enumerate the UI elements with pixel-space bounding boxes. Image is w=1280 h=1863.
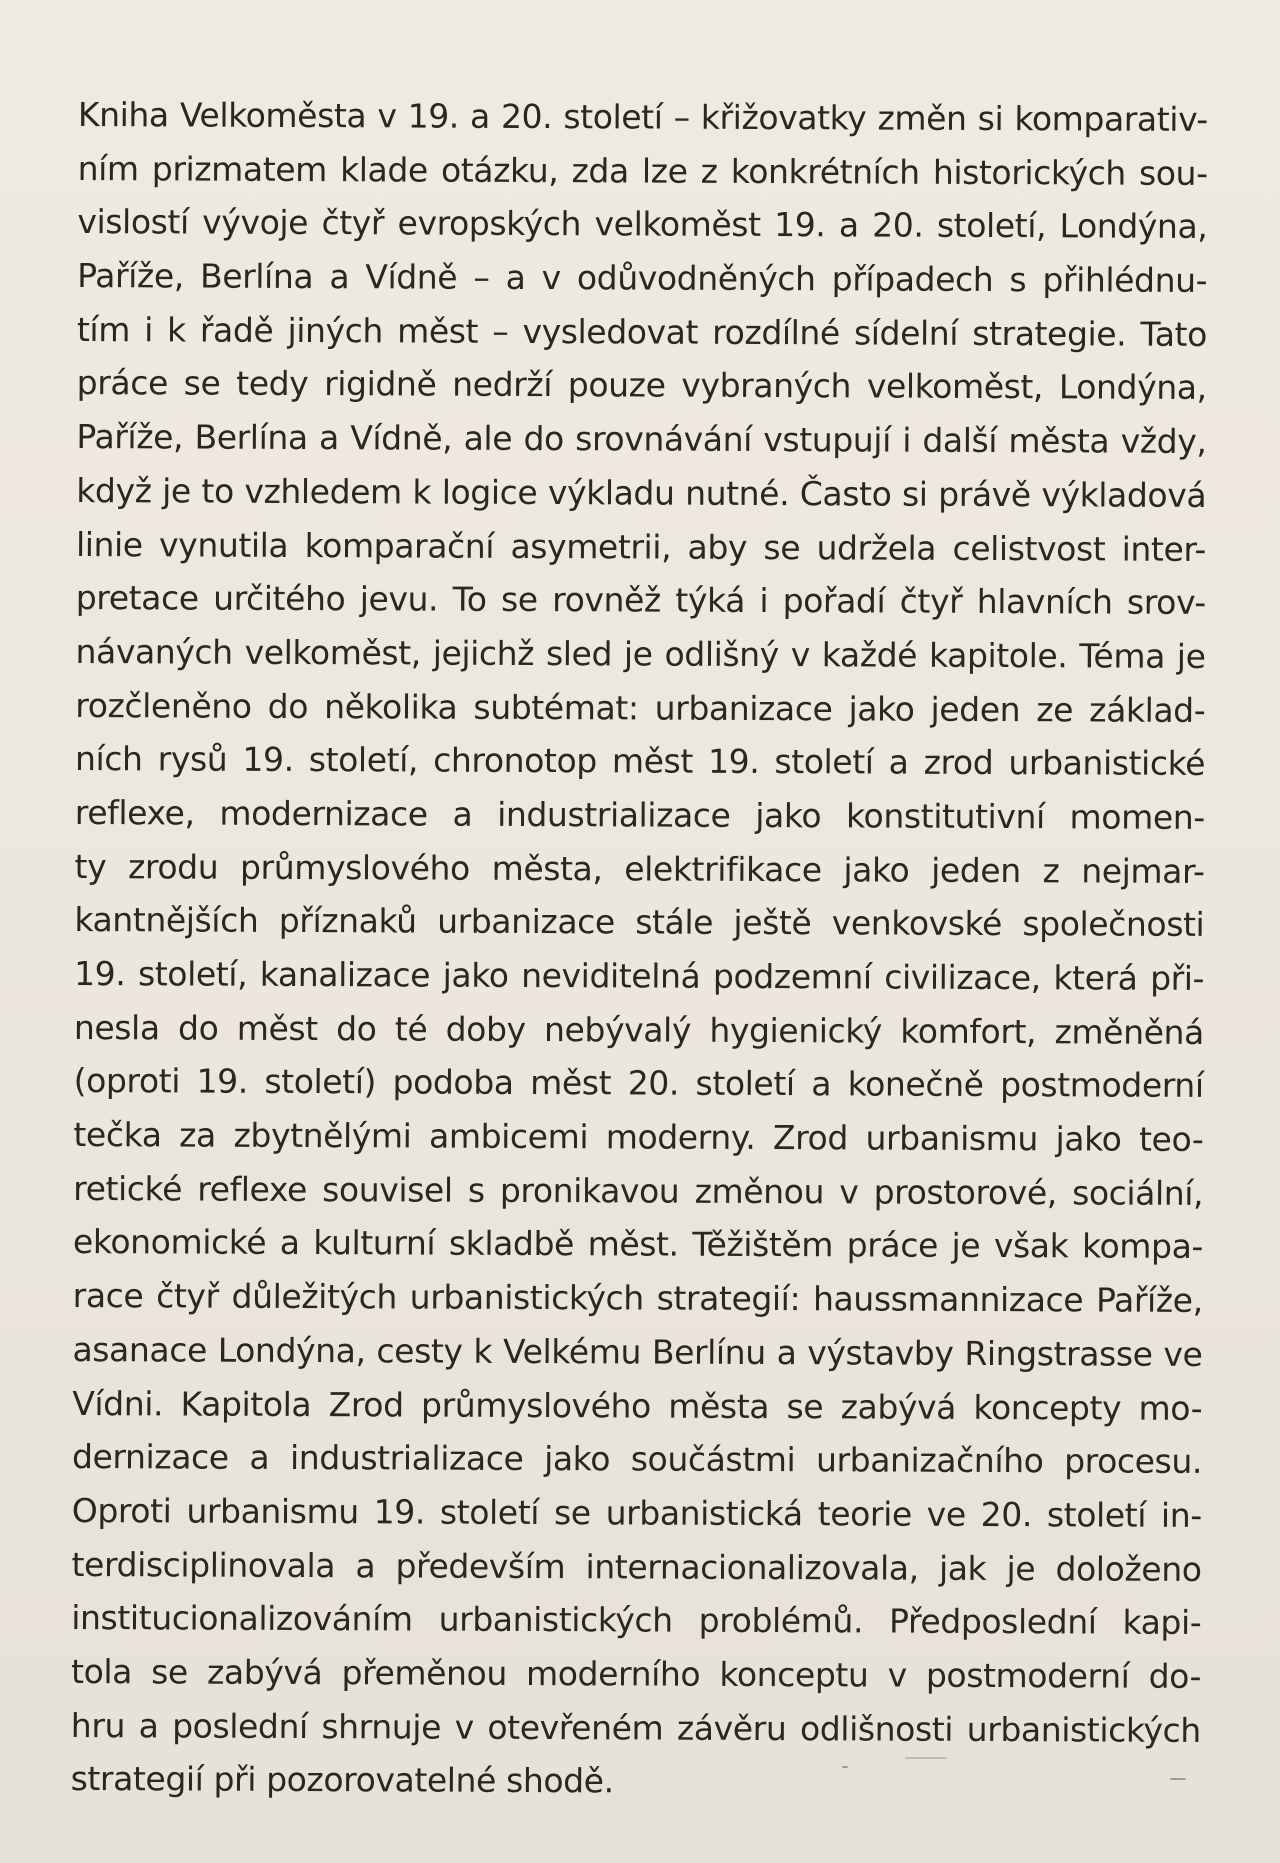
text-line: nesla do měst do té doby nebývalý hygienický komfort, změněná bbox=[73, 1007, 1204, 1052]
text-line-last: strategií při pozorovatelné shodě. bbox=[70, 1759, 614, 1801]
text-line: linie vynutila komparační asymetrii, aby se udržela celistvost inter- bbox=[75, 524, 1207, 569]
text-line: kantnějších příznaků urbanizace stále ještě venkovské společnosti bbox=[74, 900, 1205, 945]
text-line: Oproti urbanismu 19. století se urbanistická teorie ve 20. století in- bbox=[71, 1490, 1202, 1535]
text-line: Paříže, Berlína a Vídně, ale do srovnávání vstupují i další města vždy, bbox=[76, 417, 1207, 462]
text-line: vislostí vývoje čtyř evropských velkoměst 19. a 20. století, Londýna, bbox=[77, 202, 1208, 247]
paper-mark bbox=[905, 1757, 947, 1759]
text-line: terdisciplinovala a především internacionalizovala, jak je doloženo bbox=[71, 1544, 1202, 1589]
text-line: retické reflexe souvisel s pronikavou změnou v prostorové, sociální, bbox=[73, 1168, 1204, 1213]
text-line: Paříže, Berlína a Vídně – a v odůvodněných případech s přihlédnu- bbox=[77, 256, 1208, 300]
text-line: institucionalizováním urbanistických problémů. Předposlední kapi- bbox=[71, 1598, 1202, 1643]
text-line: práce se tedy rigidně nedrží pouze vybraných velkoměst, Londýna, bbox=[76, 363, 1207, 408]
text-line: ty zrodu průmyslového města, elektrifikace jako jeden z nejmar- bbox=[74, 846, 1205, 891]
text-line: dernizace a industrializace jako součástmi urbanizačního procesu. bbox=[71, 1437, 1203, 1482]
text-line: race čtyř důležitých urbanistických strategií: haussmannizace Paříže, bbox=[72, 1276, 1203, 1321]
text-line: když je to vzhledem k logice výkladu nutné. Často si právě výkladová bbox=[76, 470, 1207, 515]
text-line: Kniha Velkoměsta v 19. a 20. století – křižovatky změn si komparativ- bbox=[77, 94, 1208, 139]
paper-mark bbox=[842, 1766, 848, 1768]
text-line: (oproti 19. století) podoba měst 20. století a konečně postmoderní bbox=[73, 1061, 1204, 1106]
paragraph bbox=[71, 88, 1208, 1811]
text-line: reflexe, modernizace a industrializace jako konstitutivní momen- bbox=[74, 792, 1205, 837]
text-line: rozčleněno do několika subtémat: urbanizace jako jeden ze základ- bbox=[75, 685, 1206, 730]
text-line: hru a poslední shrnuje v otevřeném závěru odlišnosti urbanistických bbox=[70, 1705, 1201, 1750]
text-line: asanace Londýna, cesty k Velkému Berlínu a výstavby Ringstrasse ve bbox=[72, 1329, 1203, 1374]
text-line: ekonomické a kulturní skladbě měst. Těžištěm práce je však kompa- bbox=[72, 1222, 1204, 1267]
text-line: tečka za zbytnělými ambicemi moderny. Zrod urbanismu jako teo- bbox=[73, 1115, 1204, 1159]
text-line: tím i k řadě jiných měst – vysledovat rozdílné sídelní strategie. Tato bbox=[76, 309, 1208, 354]
text-line: ním prizmatem klade otázku, zda lze z konkrétních historických sou- bbox=[77, 148, 1208, 193]
text-line: ních rysů 19. století, chronotop měst 19. století a zrod urbanistické bbox=[74, 739, 1206, 784]
text-line: tola se zabývá přeměnou moderního konceptu v postmoderní do- bbox=[71, 1651, 1202, 1696]
text-line: návaných velkoměst, jejichž sled je odlišný v každé kapitole. Téma je bbox=[75, 631, 1206, 676]
text-line: Vídni. Kapitola Zrod průmyslového města se zabývá koncepty mo- bbox=[72, 1383, 1203, 1428]
text-line: pretace určitého jevu. To se rovněž týká i pořadí čtyř hlavních srov- bbox=[75, 578, 1206, 623]
text-line: 19. století, kanalizace jako neviditelná podzemní civilizace, která při- bbox=[74, 953, 1205, 998]
paper-mark bbox=[1170, 1778, 1186, 1780]
